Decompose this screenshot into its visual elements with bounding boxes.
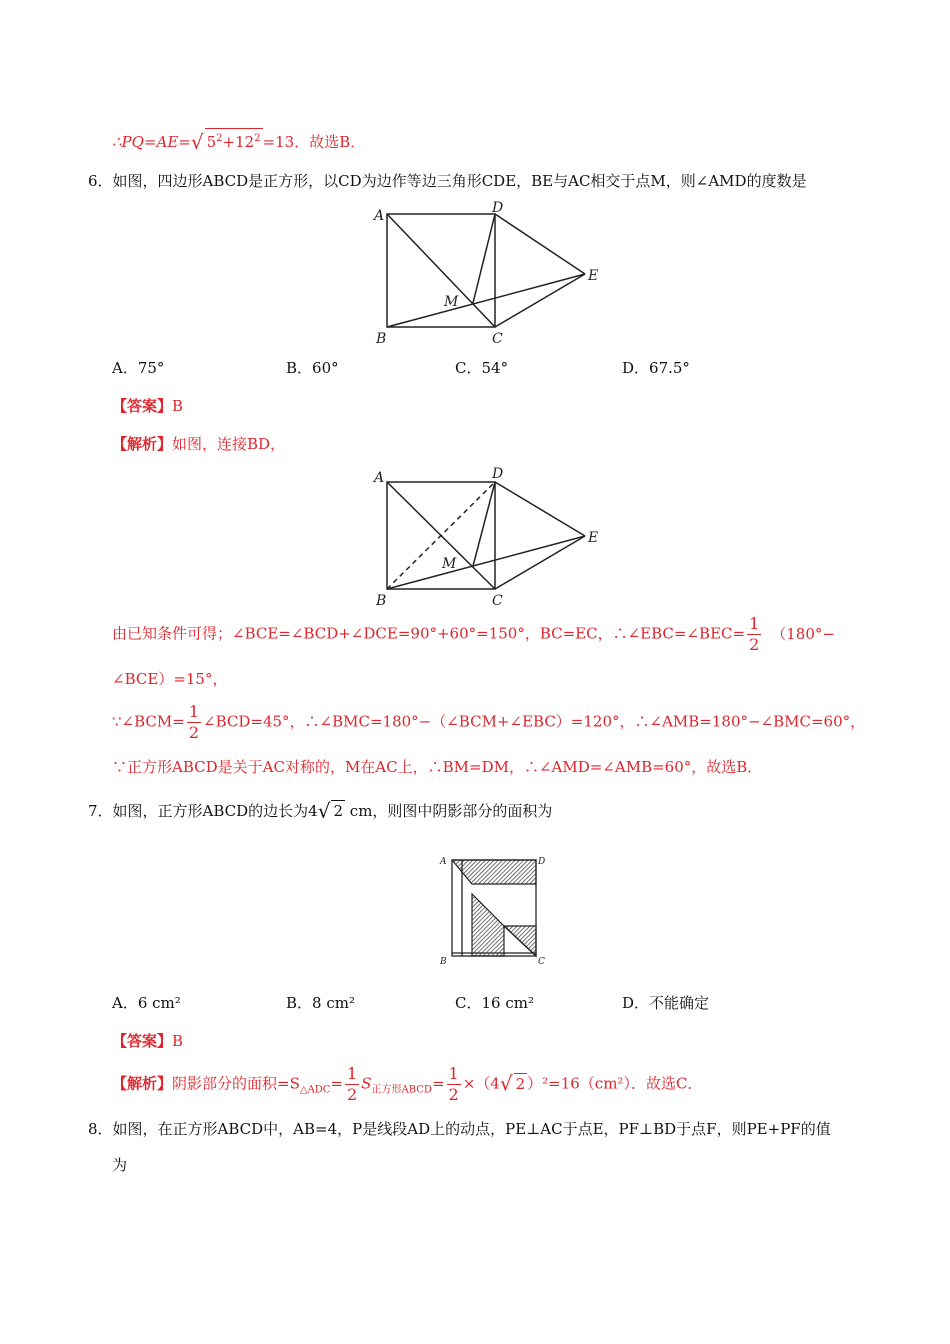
q7-answer (112, 1030, 183, 1052)
q8-stem: 8．如图，在正方形ABCD中，AB=4，P是线段AD上的动点，PE⊥AC于点E，PF⊥BD于点F，则PE+PF的值 (88, 1120, 831, 1138)
q7-fraction-2: $\frac{1}{2}$ (448, 1064, 459, 1104)
q7-stem: 7．如图，正方形ABCD的边长为4√ 2 cm，则图中阴影部分的面积为 (88, 799, 553, 823)
q6-answer (112, 395, 183, 417)
q7-label-d: D (538, 857, 546, 867)
q6-fig2-label-m: M (442, 556, 457, 572)
q6-fig2-label-b: B (376, 593, 387, 609)
q6-step-3: ∵正方形ABCD是关于AC对称的，M在AC上，∴BM=DM，∴∠AMD=∠AMB=60°，故选B． (112, 758, 763, 776)
q6-label-c: C (492, 331, 503, 347)
q7-analysis: 【解析】阴影部分的面积$=S_{\triangle ADC}=$ $\frac{1}{2}$ $S_{正方形ABCD}=$ $\frac{1}{2}$ ×（4√ 2 ）²=16（cm²）．故选C． (112, 1064, 703, 1104)
q6-stem (88, 170, 807, 192)
q7-answer-tag: 【答案】 (112, 1032, 173, 1050)
q6-step-1-cont: ∠BCE）=15°， (112, 670, 228, 688)
q7-fraction-1: $\frac{1}{2}$ (347, 1064, 358, 1104)
q7-figure (438, 852, 550, 968)
q5-eq: =13 (262, 133, 295, 151)
q7-option-d: D．不能确定 (622, 994, 710, 1012)
q6-figure-1 (370, 200, 610, 350)
q6-option-c: C．54° (455, 359, 509, 377)
q6-answer-tag: 【答案】 (112, 397, 173, 415)
q6-step-2: ∵∠BCM= $\frac{1}{2}$ ∠BCD=45°，∴∠BMC=180°−（∠BCM+∠EBC）=120°，∴∠AMB=180°−∠BMC=60°， (112, 702, 866, 742)
q6-step-1: 由已知条件可得；∠BCE=∠BCD+∠DCE=90°+60°=150°，BC=EC，∴∠EBC=∠BEC= $\frac{1}{2}$ （180°− (112, 614, 835, 654)
q7-option-b: B．8 cm² (286, 994, 355, 1012)
q7-label-a: A (440, 857, 447, 867)
q6-label-m: M (444, 294, 459, 310)
q6-option-b: B．60° (286, 359, 339, 377)
q5-prefix: ∴PQ=AE= (112, 133, 191, 151)
q7-number: 7． (88, 802, 113, 820)
q6-number: 6． (88, 172, 113, 190)
q7-label-c: C (538, 957, 545, 967)
q7-option-c: C．16 cm² (455, 994, 534, 1012)
q6-label-b: B (376, 331, 387, 347)
q7-label-b: B (440, 957, 447, 967)
q6-label-a: A (374, 208, 385, 224)
q5-suffix: ．故选B． (294, 133, 366, 151)
q6-label-d: D (492, 200, 504, 216)
q6-fig2-label-a: A (374, 470, 385, 486)
q6-step-1-fraction: $\frac{1}{2}$ (749, 614, 760, 654)
q7-analysis-tag: 【解析】 (112, 1074, 173, 1093)
q6-figure-2 (370, 462, 610, 612)
q6-option-d: D．67.5° (622, 359, 690, 377)
q6-fig2-label-d: D (492, 466, 504, 482)
q8-stem-line-2: 为 (112, 1156, 128, 1174)
q6-label-e: E (588, 268, 599, 284)
q6-fig2-label-c: C (492, 593, 503, 609)
q6-option-a: A．75° (112, 359, 165, 377)
q6-answer-value: B (172, 397, 184, 415)
q5-conclusion: ∴PQ=AE=√ $5^2+12^2 =13$．故选B． (112, 130, 366, 154)
q6-stem-text: 如图，四边形ABCD是正方形，以CD为边作等边三角形CDE，BE与AC相交于点M，则∠AMD的度数是 (112, 172, 807, 190)
q5-radicand: $5^2+12^2$ (205, 128, 263, 152)
q6-fig2-label-e: E (588, 530, 599, 546)
q6-analysis-intro (112, 433, 285, 455)
q6-analysis-tag: 【解析】 (112, 435, 173, 453)
q8-number: 8． (88, 1120, 113, 1138)
q6-step-2-fraction: $\frac{1}{2}$ (188, 702, 200, 742)
q7-option-a: A．6 cm² (112, 994, 181, 1012)
q6-analysis-text: 如图，连接BD， (172, 435, 286, 453)
q7-answer-value: B (172, 1032, 184, 1050)
